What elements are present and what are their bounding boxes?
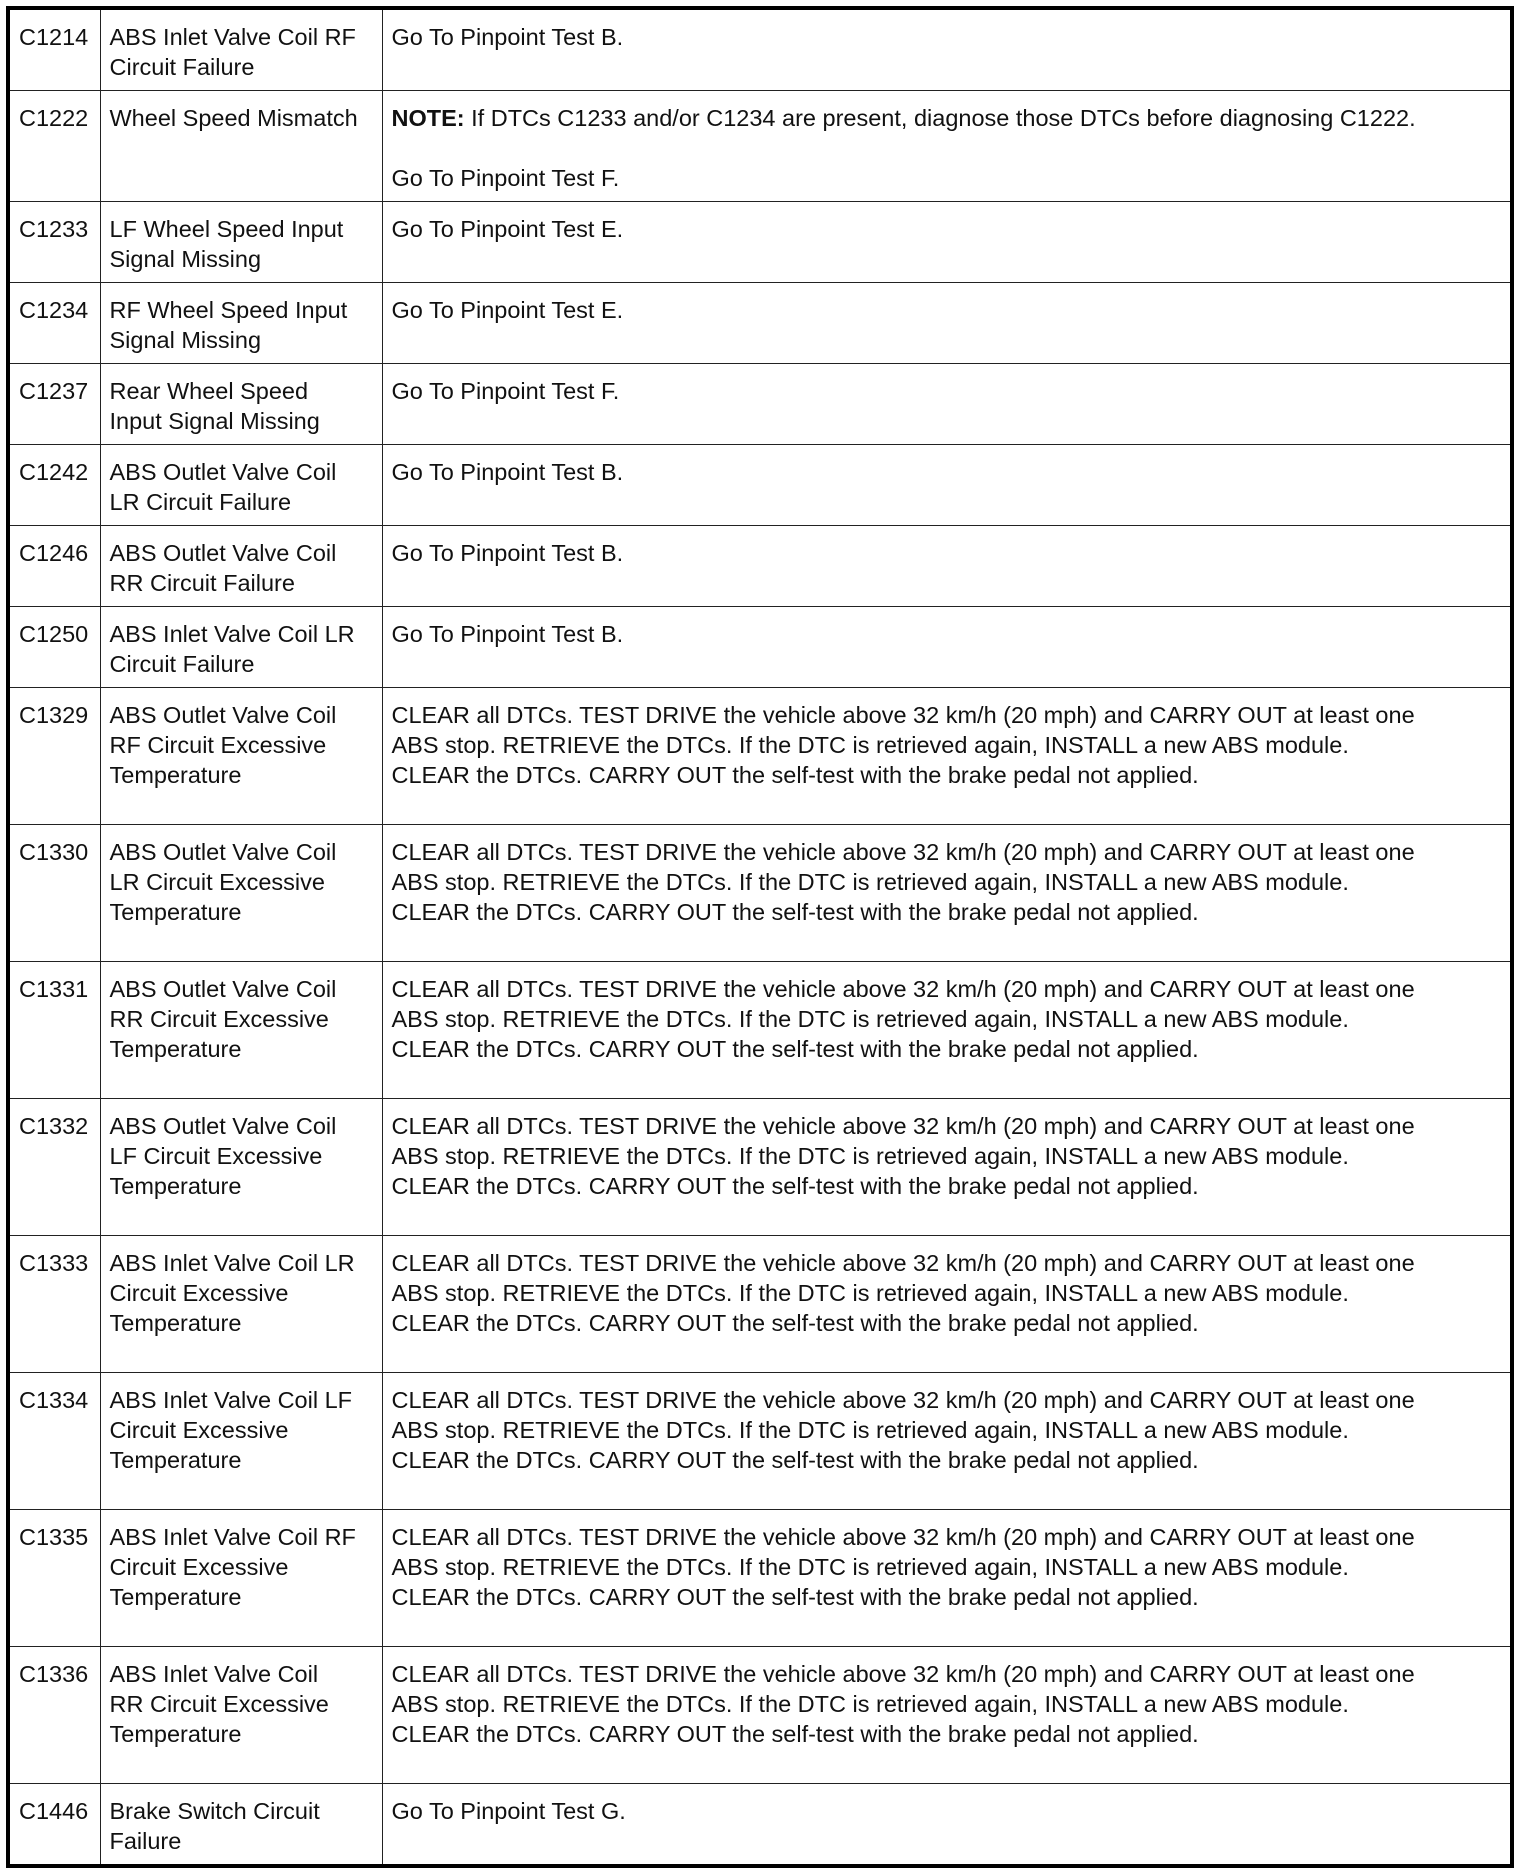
dtc-action: CLEAR all DTCs. TEST DRIVE the vehicle above 32 km/h (20 mph) and CARRY OUT at least one ABS stop. RETRIEVE the DTCs. If the DTC is retrieved again, INSTALL a new ABS module. CLEAR the DTCs. CARRY OUT the self-test with the brake pedal not applied. bbox=[382, 1373, 1512, 1510]
table-row bbox=[8, 445, 1512, 526]
table-row bbox=[8, 688, 1512, 825]
table-row bbox=[8, 1373, 1512, 1510]
dtc-action: Go To Pinpoint Test G. bbox=[382, 1784, 1512, 1867]
table-row bbox=[8, 202, 1512, 283]
dtc-description: ABS Outlet Valve Coil LR Circuit Failure bbox=[100, 445, 382, 526]
dtc-description: Rear Wheel Speed Input Signal Missing bbox=[100, 364, 382, 445]
dtc-action: CLEAR all DTCs. TEST DRIVE the vehicle above 32 km/h (20 mph) and CARRY OUT at least one ABS stop. RETRIEVE the DTCs. If the DTC is retrieved again, INSTALL a new ABS module. CLEAR the DTCs. CARRY OUT the self-test with the brake pedal not applied. bbox=[382, 1099, 1512, 1236]
dtc-action: Go To Pinpoint Test E. bbox=[382, 283, 1512, 364]
dtc-code: C1336 bbox=[8, 1647, 100, 1784]
dtc-description: LF Wheel Speed Input Signal Missing bbox=[100, 202, 382, 283]
table-row bbox=[8, 283, 1512, 364]
dtc-description: RF Wheel Speed Input Signal Missing bbox=[100, 283, 382, 364]
dtc-code: C1335 bbox=[8, 1510, 100, 1647]
dtc-code: C1333 bbox=[8, 1236, 100, 1373]
dtc-action: Go To Pinpoint Test E. bbox=[382, 202, 1512, 283]
table-row bbox=[8, 8, 1512, 91]
dtc-code: C1332 bbox=[8, 1099, 100, 1236]
dtc-code: C1233 bbox=[8, 202, 100, 283]
dtc-action: CLEAR all DTCs. TEST DRIVE the vehicle above 32 km/h (20 mph) and CARRY OUT at least one ABS stop. RETRIEVE the DTCs. If the DTC is retrieved again, INSTALL a new ABS module. CLEAR the DTCs. CARRY OUT the self-test with the brake pedal not applied. bbox=[382, 962, 1512, 1099]
table-row bbox=[8, 526, 1512, 607]
dtc-description: ABS Outlet Valve Coil LF Circuit Excessive Temperature bbox=[100, 1099, 382, 1236]
table-row bbox=[8, 1236, 1512, 1373]
dtc-action: Go To Pinpoint Test B. bbox=[382, 607, 1512, 688]
note-label: NOTE: bbox=[391, 105, 465, 131]
dtc-code: C1250 bbox=[8, 607, 100, 688]
dtc-code: C1446 bbox=[8, 1784, 100, 1867]
dtc-code: C1222 bbox=[8, 91, 100, 202]
dtc-code: C1234 bbox=[8, 283, 100, 364]
dtc-description: Brake Switch Circuit Failure bbox=[100, 1784, 382, 1867]
table-row bbox=[8, 364, 1512, 445]
dtc-action: CLEAR all DTCs. TEST DRIVE the vehicle above 32 km/h (20 mph) and CARRY OUT at least one ABS stop. RETRIEVE the DTCs. If the DTC is retrieved again, INSTALL a new ABS module. CLEAR the DTCs. CARRY OUT the self-test with the brake pedal not applied. bbox=[382, 1510, 1512, 1647]
dtc-action: Go To Pinpoint Test B. bbox=[382, 8, 1512, 91]
dtc-action: CLEAR all DTCs. TEST DRIVE the vehicle above 32 km/h (20 mph) and CARRY OUT at least one ABS stop. RETRIEVE the DTCs. If the DTC is retrieved again, INSTALL a new ABS module. CLEAR the DTCs. CARRY OUT the self-test with the brake pedal not applied. bbox=[382, 825, 1512, 962]
dtc-code: C1237 bbox=[8, 364, 100, 445]
table-row bbox=[8, 1647, 1512, 1784]
dtc-description: ABS Inlet Valve Coil LF Circuit Excessive Temperature bbox=[100, 1373, 382, 1510]
table-row bbox=[8, 962, 1512, 1099]
table-row bbox=[8, 1784, 1512, 1867]
dtc-code: C1331 bbox=[8, 962, 100, 1099]
dtc-code: C1329 bbox=[8, 688, 100, 825]
dtc-action: Go To Pinpoint Test F. bbox=[391, 165, 620, 191]
dtc-action: CLEAR all DTCs. TEST DRIVE the vehicle above 32 km/h (20 mph) and CARRY OUT at least one ABS stop. RETRIEVE the DTCs. If the DTC is retrieved again, INSTALL a new ABS module. CLEAR the DTCs. CARRY OUT the self-test with the brake pedal not applied. bbox=[382, 688, 1512, 825]
dtc-code: C1334 bbox=[8, 1373, 100, 1510]
dtc-code: C1214 bbox=[8, 8, 100, 91]
dtc-action: Go To Pinpoint Test F. bbox=[382, 364, 1512, 445]
table-row bbox=[8, 1510, 1512, 1647]
dtc-code: C1330 bbox=[8, 825, 100, 962]
dtc-description: Wheel Speed Mismatch bbox=[100, 91, 382, 202]
dtc-action-cell bbox=[382, 91, 1512, 202]
table-row bbox=[8, 825, 1512, 962]
dtc-code: C1246 bbox=[8, 526, 100, 607]
dtc-action: CLEAR all DTCs. TEST DRIVE the vehicle above 32 km/h (20 mph) and CARRY OUT at least one ABS stop. RETRIEVE the DTCs. If the DTC is retrieved again, INSTALL a new ABS module. CLEAR the DTCs. CARRY OUT the self-test with the brake pedal not applied. bbox=[382, 1647, 1512, 1784]
table-row bbox=[8, 91, 1512, 202]
note-paragraph bbox=[392, 103, 1503, 133]
dtc-description: ABS Outlet Valve Coil LR Circuit Excessive Temperature bbox=[100, 825, 382, 962]
table-row bbox=[8, 607, 1512, 688]
note-text: If DTCs C1233 and/or C1234 are present, diagnose those DTCs before diagnosing C1222. bbox=[464, 105, 1416, 131]
dtc-description: ABS Outlet Valve Coil RF Circuit Excessive Temperature bbox=[100, 688, 382, 825]
dtc-description: ABS Inlet Valve Coil RF Circuit Excessive Temperature bbox=[100, 1510, 382, 1647]
dtc-description: ABS Inlet Valve Coil RR Circuit Excessive Temperature bbox=[100, 1647, 382, 1784]
dtc-table bbox=[6, 6, 1514, 1868]
dtc-action: CLEAR all DTCs. TEST DRIVE the vehicle above 32 km/h (20 mph) and CARRY OUT at least one ABS stop. RETRIEVE the DTCs. If the DTC is retrieved again, INSTALL a new ABS module. CLEAR the DTCs. CARRY OUT the self-test with the brake pedal not applied. bbox=[382, 1236, 1512, 1373]
dtc-description: ABS Inlet Valve Coil RF Circuit Failure bbox=[100, 8, 382, 91]
dtc-description: ABS Outlet Valve Coil RR Circuit Failure bbox=[100, 526, 382, 607]
dtc-description: ABS Outlet Valve Coil RR Circuit Excessive Temperature bbox=[100, 962, 382, 1099]
table-row bbox=[8, 1099, 1512, 1236]
dtc-description: ABS Inlet Valve Coil LR Circuit Excessive Temperature bbox=[100, 1236, 382, 1373]
dtc-code: C1242 bbox=[8, 445, 100, 526]
dtc-description: ABS Inlet Valve Coil LR Circuit Failure bbox=[100, 607, 382, 688]
dtc-action: Go To Pinpoint Test B. bbox=[382, 445, 1512, 526]
dtc-action: Go To Pinpoint Test B. bbox=[382, 526, 1512, 607]
